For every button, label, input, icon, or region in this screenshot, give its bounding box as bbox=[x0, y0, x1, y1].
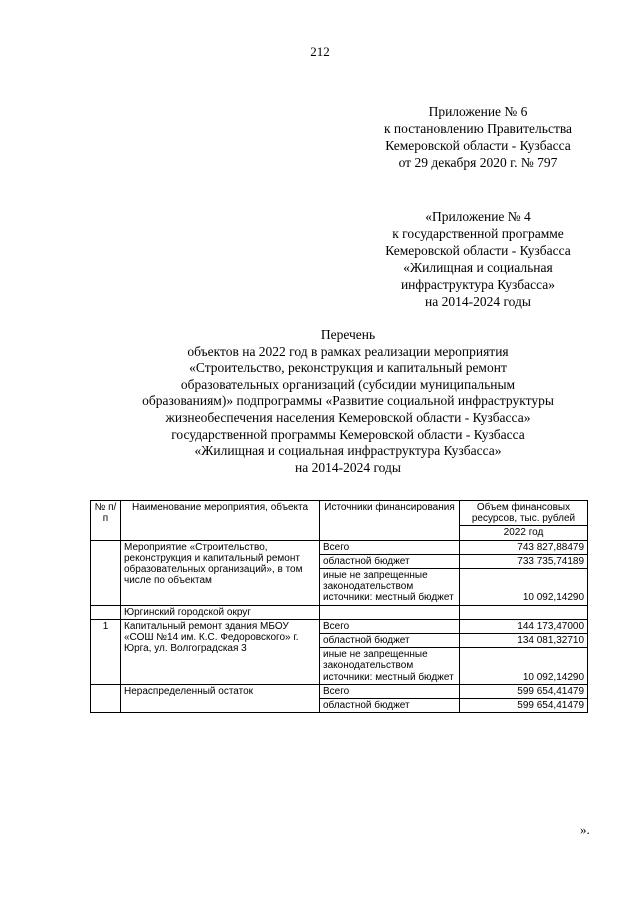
appendix-6-header bbox=[340, 103, 616, 171]
title-line: образовательных организаций (субсидии муниципальным bbox=[180, 376, 516, 392]
title-line: на 2014-2024 годы bbox=[295, 459, 401, 475]
source-cell: иные не запрещенные законодательством источники: местный бюджет bbox=[320, 569, 460, 606]
appendix-4-line: к государственной программе bbox=[392, 226, 564, 241]
source-cell: Всего bbox=[320, 684, 460, 698]
appendix-4-line: «Приложение № 4 bbox=[425, 209, 531, 224]
source-cell: Всего bbox=[320, 540, 460, 554]
header-year: 2022 год bbox=[460, 526, 588, 540]
header-source: Источники финансирования bbox=[320, 501, 460, 541]
source-cell: Всего bbox=[320, 619, 460, 633]
empty-cell bbox=[320, 605, 460, 619]
title-line: образованиям)» подпрограммы «Развитие социальной инфраструктуры bbox=[142, 393, 554, 409]
value-cell: 144 173,47000 bbox=[460, 619, 588, 633]
table-row bbox=[91, 540, 588, 554]
empty-cell bbox=[91, 605, 121, 619]
empty-cell bbox=[91, 684, 121, 712]
appendix-4-line: Кемеровской области - Кузбасса bbox=[385, 243, 571, 258]
appendix-4-header bbox=[340, 208, 616, 310]
source-cell: областной бюджет bbox=[320, 634, 460, 648]
document-title bbox=[90, 327, 606, 476]
appendix-6-line: к постановлению Правительства bbox=[383, 121, 573, 136]
value-cell: 599 654,41479 bbox=[460, 684, 588, 698]
page-number: 212 bbox=[310, 44, 330, 59]
appendix-6-line: Кемеровской области - Кузбасса bbox=[385, 138, 571, 153]
title-line: Перечень bbox=[320, 327, 376, 342]
measure-num bbox=[91, 540, 121, 605]
value-cell: 10 092,14290 bbox=[460, 648, 588, 685]
source-cell: областной бюджет bbox=[320, 699, 460, 713]
appendix-4-line: на 2014-2024 годы bbox=[425, 294, 531, 309]
district-row bbox=[91, 605, 588, 619]
measure-name: Мероприятие «Строительство, реконструкция и капитальный ремонт образовательных организаций», в том числе по объектам bbox=[121, 540, 320, 605]
source-cell: иные не запрещенные законодательством источники: местный бюджет bbox=[320, 648, 460, 685]
object-num: 1 bbox=[91, 619, 121, 684]
closing-quote: ». bbox=[580, 822, 590, 837]
remainder-name: Нераспределенный остаток bbox=[121, 684, 320, 712]
value-cell: 733 735,74189 bbox=[460, 554, 588, 568]
title-line: «Жилищная и социальная инфраструктура Кузбасса» bbox=[194, 443, 502, 459]
title-line: жизнеобеспечения населения Кемеровской области - Кузбасса» bbox=[165, 409, 531, 425]
empty-cell bbox=[460, 605, 588, 619]
source-cell: областной бюджет bbox=[320, 554, 460, 568]
table-header-row bbox=[91, 501, 588, 526]
header-num: № п/п bbox=[91, 501, 121, 541]
value-cell: 743 827,88479 bbox=[460, 540, 588, 554]
title-line: объектов на 2022 год в рамках реализации мероприятия bbox=[187, 343, 509, 359]
appendix-6-line: от 29 декабря 2020 г. № 797 bbox=[398, 155, 558, 170]
appendix-6-line: Приложение № 6 bbox=[428, 104, 528, 119]
appendix-4-line: «Жилищная и социальная bbox=[403, 260, 553, 275]
table-row bbox=[91, 684, 588, 698]
financing-table bbox=[90, 500, 588, 713]
district-name: Юргинский городской округ bbox=[121, 605, 320, 619]
title-line: государственной программы Кемеровской области - Кузбасса bbox=[171, 426, 525, 442]
table-row bbox=[91, 619, 588, 633]
value-cell: 134 081,32710 bbox=[460, 634, 588, 648]
header-volume: Объем финансовых ресурсов, тыс. рублей bbox=[460, 501, 588, 526]
appendix-4-line: инфраструктура Кузбасса» bbox=[400, 277, 556, 292]
value-cell: 10 092,14290 bbox=[460, 569, 588, 606]
object-name: Капитальный ремонт здания МБОУ «СОШ №14 им. К.С. Федоровского» г. Юрга, ул. Волгоградская 3 bbox=[121, 619, 320, 684]
title-line: «Строительство, реконструкция и капитальный ремонт bbox=[189, 360, 507, 376]
value-cell: 599 654,41479 bbox=[460, 699, 588, 713]
header-name: Наименование мероприятия, объекта bbox=[121, 501, 320, 541]
